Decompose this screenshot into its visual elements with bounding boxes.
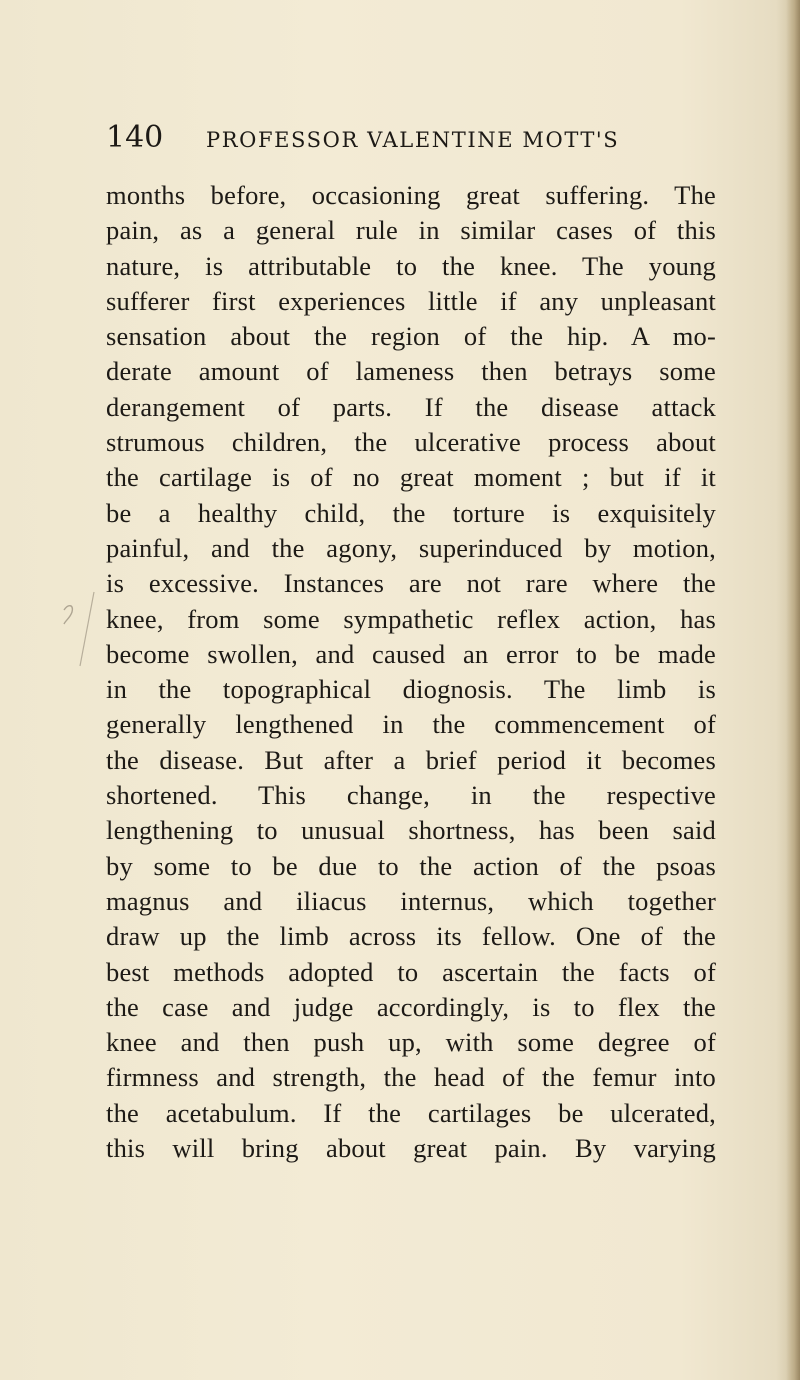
- text-line: strumous children, the ulcerative process about: [106, 427, 716, 458]
- text-line: best methods adopted to ascertain the facts of: [106, 956, 716, 987]
- text-line: by some to be due to the action of the psoas: [106, 850, 716, 881]
- text-line: derangement of parts. If the disease attack: [106, 391, 716, 422]
- running-head: PROFESSOR VALENTINE MOTT'S: [206, 128, 620, 152]
- text-line: nature, is attributable to the knee. The young: [106, 250, 716, 281]
- margin-pencil-mark-icon: [58, 588, 98, 668]
- text-line: draw up the limb across its fellow. One of the: [106, 921, 716, 952]
- text-line: the disease. But after a brief period it becomes: [106, 744, 716, 775]
- text-line: magnus and iliacus internus, which together: [106, 885, 716, 916]
- text-line: the acetabulum. If the cartilages be ulcerated,: [106, 1097, 716, 1128]
- text-line: be a healthy child, the torture is exquisitely: [106, 497, 716, 528]
- text-line: become swollen, and caused an error to be made: [106, 638, 716, 669]
- text-line: is excessive. Instances are not rare where the: [106, 568, 716, 599]
- text-line: this will bring about great pain. By varying: [106, 1133, 716, 1164]
- text-line: sensation about the region of the hip. A mo-: [106, 321, 716, 352]
- text-line: knee, from some sympathetic reflex action, has: [106, 603, 716, 634]
- text-line: sufferer first experiences little if any unpleasant: [106, 285, 716, 316]
- text-line: knee and then push up, with some degree of: [106, 1027, 716, 1058]
- page-number: 140: [106, 120, 164, 155]
- text-line: shortened. This change, in the respective: [106, 780, 716, 811]
- text-line: painful, and the agony, superinduced by motion,: [106, 532, 716, 563]
- text-line: generally lengthened in the commencement of: [106, 709, 716, 740]
- body-text: [106, 178, 716, 1166]
- page-edge-shadow: [786, 0, 800, 1380]
- text-line: the cartilage is of no great moment ; but if it: [106, 462, 716, 493]
- page-header: [106, 118, 716, 158]
- text-line: pain, as a general rule in similar cases of this: [106, 215, 716, 246]
- text-line: derate amount of lameness then betrays some: [106, 356, 716, 387]
- text-line: lengthening to unusual shortness, has been said: [106, 815, 716, 846]
- text-line: the case and judge accordingly, is to flex the: [106, 991, 716, 1022]
- text-line: firmness and strength, the head of the femur into: [106, 1062, 716, 1093]
- text-line: months before, occasioning great suffering. The: [106, 180, 716, 210]
- text-line: in the topographical diognosis. The limb is: [106, 674, 716, 705]
